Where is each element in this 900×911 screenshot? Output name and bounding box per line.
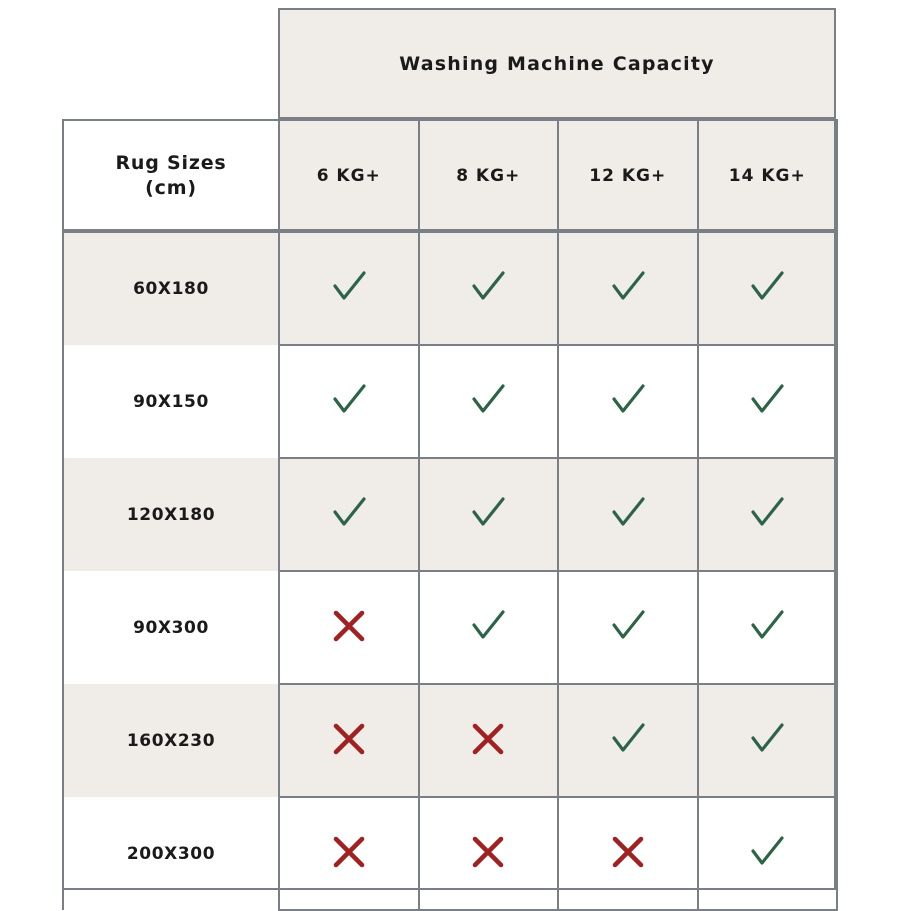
column-header-12kg: 12 KG+ (558, 120, 698, 232)
cell-160x230-14kg (698, 684, 838, 797)
check-icon (608, 606, 648, 646)
cell-120x180-12kg (558, 458, 698, 571)
cell-160x230-12kg (558, 684, 698, 797)
rug-sizes-header (63, 120, 279, 232)
table-head (63, 120, 837, 232)
rug-sizes-header-line1: Rug Sizes (115, 152, 227, 175)
cell-60x180-14kg (698, 232, 838, 345)
check-icon (747, 380, 787, 420)
check-icon (747, 606, 787, 646)
cell-90x150-14kg (698, 345, 838, 458)
row-label-160x230: 160X230 (63, 684, 279, 797)
check-icon (747, 267, 787, 307)
cell-120x180-6kg (279, 458, 419, 571)
cell-90x150-12kg (558, 345, 698, 458)
check-icon (747, 719, 787, 759)
cell-160x230-6kg (279, 684, 419, 797)
table-row (63, 684, 837, 797)
cell-60x180-12kg (558, 232, 698, 345)
column-header-14kg: 14 KG+ (698, 120, 838, 232)
rug-sizes-header-line2: (cm) (145, 177, 197, 199)
cell-90x300-14kg (698, 571, 838, 684)
row-label-90x300: 90X300 (63, 571, 279, 684)
compatibility-table (62, 119, 838, 911)
cross-icon (332, 722, 366, 756)
table-super-header (278, 8, 836, 119)
cell-200x300-14kg (698, 797, 838, 910)
cell-200x300-8kg (419, 797, 559, 910)
cell-90x300-6kg (279, 571, 419, 684)
cell-90x150-8kg (419, 345, 559, 458)
check-icon (468, 267, 508, 307)
cross-icon (471, 722, 505, 756)
header-row (63, 120, 837, 232)
cross-icon (332, 835, 366, 869)
row-label-200x300: 200X300 (63, 797, 279, 910)
cell-90x300-12kg (558, 571, 698, 684)
cross-icon (332, 609, 366, 643)
table-row (63, 458, 837, 571)
table-body (63, 232, 837, 910)
cell-120x180-14kg (698, 458, 838, 571)
check-icon (329, 267, 369, 307)
table-row (63, 571, 837, 684)
table-row (63, 345, 837, 458)
check-icon (608, 380, 648, 420)
check-icon (608, 267, 648, 307)
cell-200x300-12kg (558, 797, 698, 910)
column-header-6kg: 6 KG+ (279, 120, 419, 232)
check-icon (608, 719, 648, 759)
row-label-90x150: 90X150 (63, 345, 279, 458)
cell-90x300-8kg (419, 571, 559, 684)
cell-60x180-8kg (419, 232, 559, 345)
row-label-60x180: 60X180 (63, 232, 279, 345)
column-header-8kg: 8 KG+ (419, 120, 559, 232)
cross-icon (471, 835, 505, 869)
table-row (63, 232, 837, 345)
cross-icon (611, 835, 645, 869)
check-icon (608, 493, 648, 533)
table-row (63, 797, 837, 910)
check-icon (329, 380, 369, 420)
row-label-120x180: 120X180 (63, 458, 279, 571)
check-icon (468, 493, 508, 533)
super-header-label: Washing Machine Capacity (399, 52, 715, 75)
check-icon (329, 493, 369, 533)
cell-160x230-8kg (419, 684, 559, 797)
check-icon (468, 606, 508, 646)
check-icon (747, 493, 787, 533)
cell-120x180-8kg (419, 458, 559, 571)
check-icon (747, 832, 787, 872)
check-icon (468, 380, 508, 420)
cell-90x150-6kg (279, 345, 419, 458)
cell-200x300-6kg (279, 797, 419, 910)
cell-60x180-6kg (279, 232, 419, 345)
